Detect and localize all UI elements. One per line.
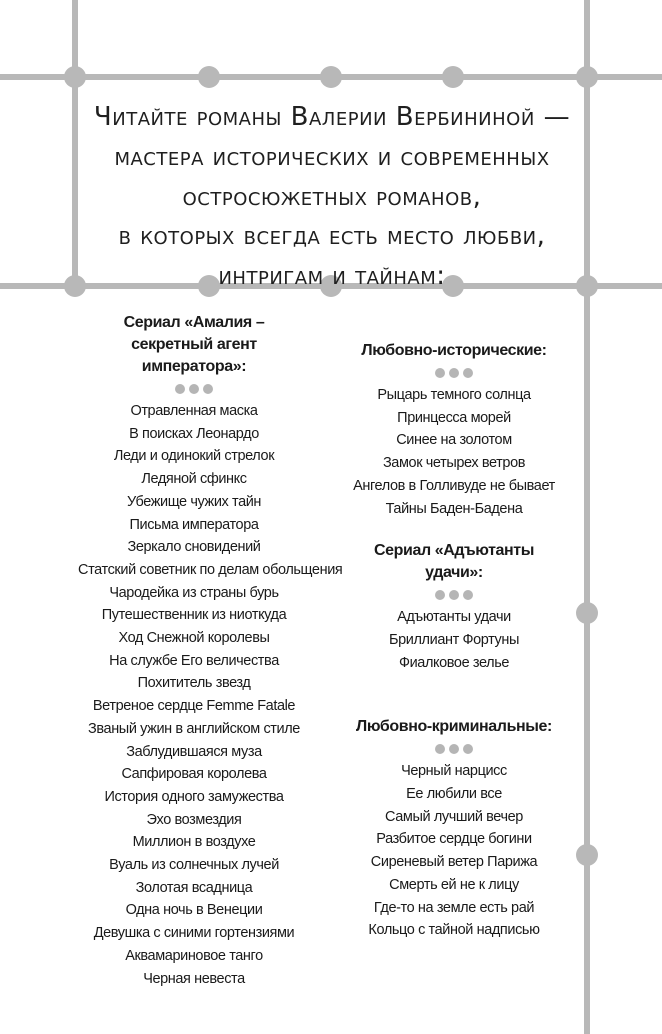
book-title: Сиреневый ветер Парижа <box>370 854 538 871</box>
vertical-line-left <box>72 0 78 289</box>
criminal-book-list <box>348 760 560 942</box>
book-title: Сапфировая королева <box>121 766 267 783</box>
book-title: Черный нарцисс <box>401 763 507 780</box>
intro-line: интригам и тайнам: <box>218 261 446 292</box>
book-title: Черная невеста <box>143 970 245 987</box>
vertical-line-right <box>584 0 590 1034</box>
book-title: Миллион в воздухе <box>132 834 256 851</box>
book-title: Заблудившаяся муза <box>126 743 262 760</box>
amalia-series-column <box>78 312 343 990</box>
divider-dot <box>435 368 445 378</box>
divider-dot <box>203 384 213 394</box>
intro-line: Читайте романы Валерии Вербининой — <box>93 102 571 132</box>
divider-dot <box>463 744 473 754</box>
criminal-section-title: Любовно-криминальные: <box>356 718 552 736</box>
book-title: На службе Его величества <box>109 652 279 669</box>
book-title: История одного замужества <box>104 788 284 805</box>
divider-dot <box>463 368 473 378</box>
book-title: Разбитое сердце богини <box>376 831 532 848</box>
book-title: Чародейка из страны бурь <box>109 584 279 601</box>
book-title: Эхо возмездия <box>146 811 242 828</box>
book-title: Ветреное сердце Femme Fatale <box>92 698 296 715</box>
book-title: Вуаль из солнечных лучей <box>109 857 279 874</box>
section-divider-dots <box>348 744 560 754</box>
book-title: Ее любили все <box>406 786 502 803</box>
book-title: Кольцо с тайной надписью <box>368 922 540 939</box>
intro-heading <box>90 98 574 297</box>
historical-section-title: Любовно-исторические: <box>361 342 547 359</box>
book-title: Замок четырех ветров <box>382 455 526 472</box>
book-title: Бриллиант Фортуны <box>389 631 519 648</box>
book-title: Ледяной сфинкс <box>141 471 247 488</box>
book-title: Ангелов в Голливуде не бывает <box>353 477 555 494</box>
divider-dot <box>449 590 459 600</box>
book-title: Тайны Баден-Бадена <box>385 500 523 517</box>
intro-line: остросюжетных романов, <box>182 181 482 212</box>
divider-dot <box>175 384 185 394</box>
ornament-circle <box>576 66 598 88</box>
book-title: Ход Снежной королевы <box>118 630 270 647</box>
book-title: Смерть ей не к лицу <box>389 876 519 893</box>
book-title: Адъютанты удачи <box>397 609 511 626</box>
divider-dot <box>435 744 445 754</box>
book-title: Рыцарь темного солнца <box>377 387 531 403</box>
book-title: Принцесса морей <box>397 409 511 426</box>
divider-dot <box>463 590 473 600</box>
book-title: Девушка с синими гортензиями <box>93 925 295 942</box>
book-title: Статский советник по делам обольщения <box>78 561 343 578</box>
ornament-circle <box>576 844 598 866</box>
amalia-book-list <box>78 400 343 990</box>
book-title: Самый лучший вечер <box>385 808 523 825</box>
adjutants-book-list <box>348 606 560 674</box>
book-title: Леди и одинокий стрелок <box>113 448 275 465</box>
divider-dot <box>189 384 199 394</box>
ornament-circle <box>320 66 342 88</box>
divider-dot <box>449 744 459 754</box>
amalia-series-title-line2: секретный агент императора»: <box>131 336 257 375</box>
book-title: Одна ночь в Венеции <box>125 902 263 919</box>
ornament-circle <box>576 275 598 297</box>
ornament-circle <box>64 275 86 297</box>
book-title: Зеркало сновидений <box>127 539 261 556</box>
divider-dot <box>435 590 445 600</box>
book-title: Где-то на земле есть рай <box>373 899 535 916</box>
book-title: В поисках Леонардо <box>129 425 259 442</box>
divider-dot <box>449 368 459 378</box>
section-divider-dots <box>78 384 310 394</box>
book-title: Письма императора <box>129 516 259 533</box>
right-column <box>348 340 560 942</box>
ornament-circle <box>576 602 598 624</box>
book-title: Отравленная маска <box>130 403 258 419</box>
adjutants-section-title: Сериал «Адъютанты удачи»: <box>374 542 534 582</box>
book-title: Фиалковое зелье <box>398 654 510 671</box>
section-divider-dots <box>348 590 560 600</box>
book-title: Похититель звезд <box>137 675 251 692</box>
amalia-series-title-line1: Сериал «Амалия – <box>123 314 265 331</box>
book-title: Путешественник из ниоткуда <box>101 607 287 624</box>
ornament-circle <box>442 66 464 88</box>
section-divider-dots <box>348 368 560 378</box>
ornament-circle <box>64 66 86 88</box>
intro-line: в которых всегда есть место любви, <box>118 221 546 252</box>
book-title: Убежище чужих тайн <box>126 493 262 510</box>
ornament-circle <box>198 66 220 88</box>
book-title: Аквамариновое танго <box>125 947 263 964</box>
book-title: Званый ужин в английском стиле <box>88 720 300 737</box>
historical-book-list <box>348 384 560 520</box>
book-title: Синее на золотом <box>396 432 512 449</box>
book-title: Золотая всадница <box>135 879 253 896</box>
intro-line: мастера исторических и современных <box>114 141 550 172</box>
